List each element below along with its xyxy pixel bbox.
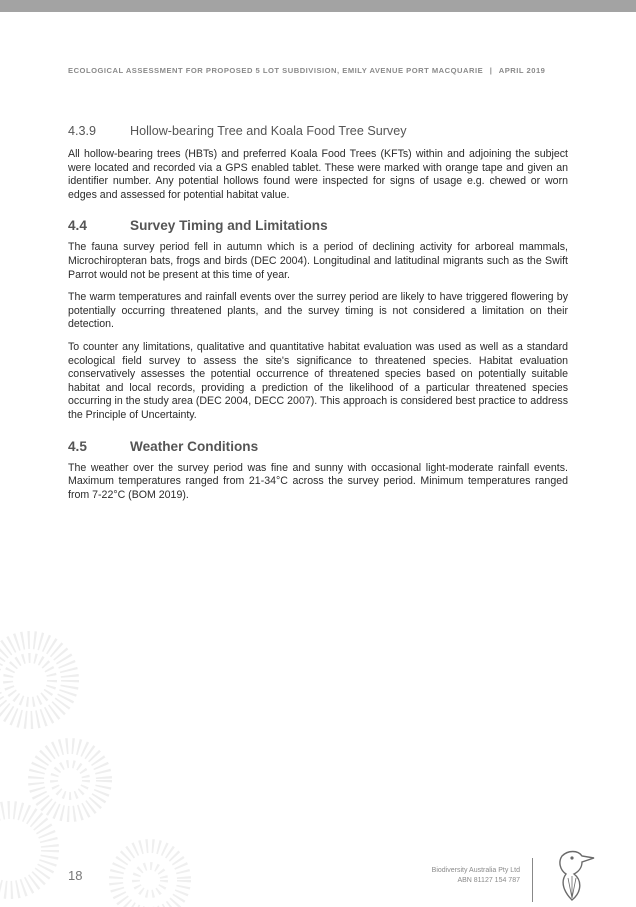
company-abn: ABN 81127 154 787 xyxy=(457,877,520,884)
section-heading-4-4 xyxy=(68,218,568,233)
page-content xyxy=(68,124,568,511)
paragraph: To counter any limitations, qualitative and quantitative habitat evaluation was used as well as a standard ecological field survey to assess the site's significance to threatened species. Habitat evaluation conservatively assesses the potential occurrence of threatened species based on potentially suitable habitat and local records, providing a prediction of the likelihood of a particular threatened species occurring in the study area (DEC 2004, DECC 2007). This approach is considered best practice to address the Principle of Uncertainty. xyxy=(68,340,568,421)
section-title: Hollow-bearing Tree and Koala Food Tree Survey xyxy=(130,124,407,138)
paragraph: The weather over the survey period was fine and sunny with occasional light-moderate rainfall events. Maximum temperatures ranged from 21-34°C across the survey period. Minimum temperatures ranged from 7-22°C (BOM 2019). xyxy=(68,461,568,501)
section-number: 4.3.9 xyxy=(68,124,97,138)
section-heading-4-3-9 xyxy=(68,124,568,138)
company-name: Biodiversity Australia Pty Ltd xyxy=(431,867,520,874)
footer-divider xyxy=(532,858,533,902)
dot-pattern-decoration xyxy=(0,600,200,907)
paragraph: The fauna survey period fell in autumn which is a period of declining activity for arboreal mammals, Microchiropteran bats, frogs and birds (DEC 2004). Longitudinal and latitudinal migrants such as the Swift Parrot would not be present at this time of year. xyxy=(68,241,568,281)
company-info xyxy=(400,866,520,886)
running-header xyxy=(68,66,568,75)
header-date: APRIL 2019 xyxy=(498,66,546,75)
paragraph: The warm temperatures and rainfall events over the surrey period are likely to have triggered flowering by potentially occurring threatened plants, and the survey timing is not considered a limitation on their detection. xyxy=(68,291,568,331)
page-number: 18 xyxy=(68,868,83,883)
top-bar xyxy=(0,0,636,12)
kookaburra-logo-icon xyxy=(548,848,596,902)
section-heading-4-5 xyxy=(68,439,568,454)
paragraph: All hollow-bearing trees (HBTs) and preferred Koala Food Trees (KFTs) within and adjoining the subject were located and recorded via a GPS enabled tablet. These were marked with orange tape and given an identifier number. Any potential hollows found were inspected for signs of usage e.g. chewed or worn edges and assessed for potential habitat value. xyxy=(68,148,568,201)
header-separator: | xyxy=(489,66,493,75)
section-number: 4.5 xyxy=(68,438,87,454)
section-title: Survey Timing and Limitations xyxy=(130,218,328,234)
section-number: 4.4 xyxy=(68,218,87,234)
running-title: ECOLOGICAL ASSESSMENT FOR PROPOSED 5 LOT SUBDIVISION, EMILY AVENUE PORT MACQUARIE xyxy=(68,66,484,75)
section-title: Weather Conditions xyxy=(130,438,259,454)
